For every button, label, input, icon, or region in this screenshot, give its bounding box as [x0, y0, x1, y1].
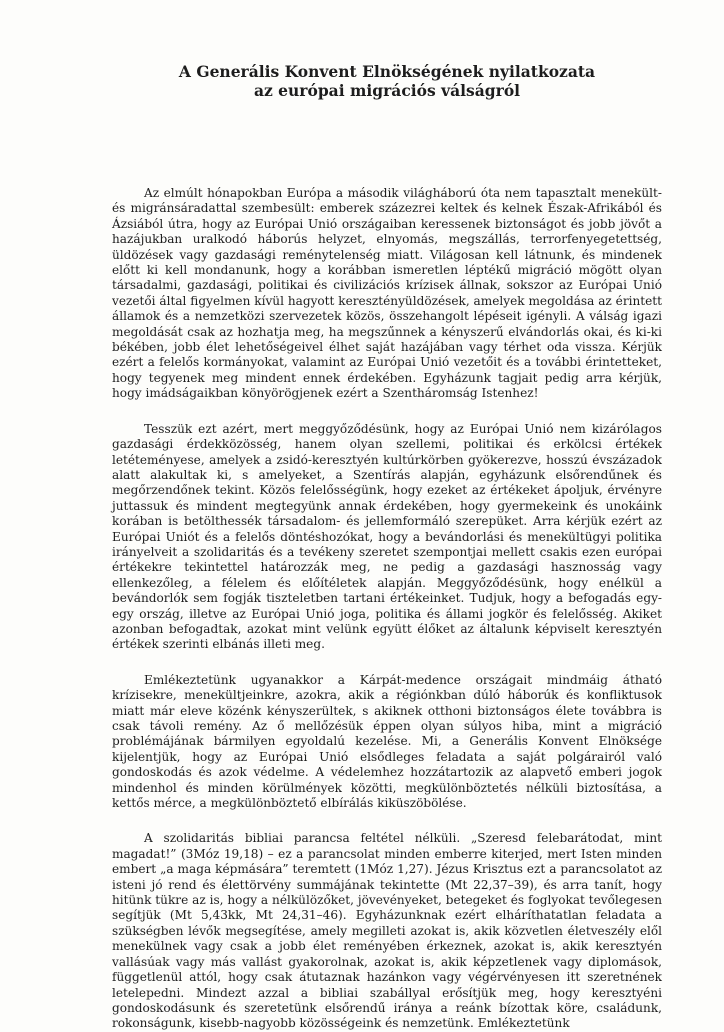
- title-line-1: A Generális Konvent Elnökségének nyilatkozata: [178, 62, 596, 81]
- title-line-2: az európai migrációs válságról: [253, 81, 521, 100]
- paragraph-3: Emlékeztetünk ugyanakkor a Kárpát-medence országait mindmáig átható krízisekre, menekültjeinkre, azokra, akik a régiónkban dúló háborúk és konfliktusok miatt már eleve közénk kényszerültek, s akiknek otthoni biztonságos élete továbbra is csak távoli remény. Az ő mellőzésük éppen olyan súlyos hiba, mint a migráció problémájának bármilyen egyoldalú kezelése. Mi, a Generális Konvent Elnöksége kijelentjük, hogy az Európai Unió elsődleges feladata a saját polgárairól való gondoskodás és azok védelme. A védelemhez hozzátartozik az alapvető emberi jogok mindenhol és minden körülmények közötti, megkülönböztetés nélküli biztosítása, a kettős mérce, a megkülönböztető elbírálás kiküszöbölése.: [112, 672, 662, 811]
- paragraph-1: Az elmúlt hónapokban Európa a második világháború óta nem tapasztalt menekült- és migránsáradattal szembesült: emberek százezrei keltek és kelnek Észak-Afrikából és Ázsiából útra, hogy az Európai Unió országaiban keressenek biztonságot és jobb jövőt a hazájukban uralkodó háborús helyzet, elnyomás, megszállás, terrorfenyegetettség, üldözések vagy gazdasági reménytelenség miatt. Világosan kell látnunk, és mindenek előtt ki kell mondanunk, hogy a korábban ismeretlen léptékű migráció mögött olyan társadalmi, gazdasági, politikai és civilizációs krízisek állnak, sokszor az Európai Unió vezetői által figyelmen kívül hagyott keresztényüldözések, amelyek megoldása az érintett államok és a nemzetközi szervezetek közös, összehangolt lépéseit igényli. A válság igazi megoldását csak az hozhatja meg, ha megszűnnek a kényszerű elvándorlás okai, és ki-ki békében, jobb élet lehetőségeivel élhet saját hazájában vagy térhet oda vissza. Kérjük ezért a felelős kormányokat, valamint az Európai Unió vezetőit és a további érintetteket, hogy tegyenek meg mindent ennek érdekében. Egyházunk tagjait pedig arra kérjük, hogy imádságaikban könyörögjenek ezért a Szentháromság Istenhez!: [112, 186, 662, 401]
- document-title: [112, 62, 662, 100]
- paragraph-2: Tesszük ezt azért, mert meggyőződésünk, hogy az Európai Unió nem kizárólagos gazdasági érdekközösség, hanem olyan szellemi, politikai és erkölcsi értékek letéteményese, amelyek a zsidó-keresztyén kultúrkörben gyökerezve, hosszú évszázadok alatt alakultak ki, s amelyeket, a Szentírás alapján, egyházunk elsőrendűnek és megőrzendőnek tekint. Közös felelősségünk, hogy ezeket az értékeket ápoljuk, érvényre juttassuk és mindent megtegyünk annak érdekében, hogy gyermekeink és unokáink korában is betölthessék társadalom- és jellemformáló szerepüket. Arra kérjük ezért az Európai Uniót és a felelős döntéshozókat, hogy a bevándorlási és menekültügyi politika irányelveit a szolidaritás és a tevékeny szeretet szempontjai mellett csakis ezen európai értékekre tekintettel határozzák meg, ne pedig a gazdasági hasznosság vagy ellenkezőleg, a félelem és előítéletek alapján. Meggyőződésünk, hogy enélkül a bevándorlók sem fogják tiszteletben tartani értékeinket. Tudjuk, hogy a befogadás egy-egy ország, illetve az Európai Unió joga, politika és állami jogkör és felelősség. Akiket azonban befogadtak, azokat mint velünk együtt élőket az általunk képviselt keresztyén értékek szerinti elbánás illeti meg.: [112, 421, 662, 652]
- paragraph-4: A szolidaritás bibliai parancsa feltétel nélküli. „Szeresd felebarátodat, mint magadat!” (3Móz 19,18) – ez a parancsolat minden emberre kiterjed, mert Isten minden embert „a maga képmására” teremtett (1Móz 1,27). Jézus Krisztus ezt a parancsolatot az isteni jó rend és élettörvény summájának tekintette (Mt 22,37–39), és arra tanít, hogy hitünk tükre az is, hogy a nélkülözőket, jövevényeket, betegeket és foglyokat tevőlegesen segítjük (Mt 5,43kk, Mt 24,31–46). Egyházunknak ezért elháríthatatlan feladata a szükségben lévők megsegítése, amely megilleti azokat is, akik közvetlen életveszély elől menekülnek vagy csak a jobb élet reményében érkeznek, azokat is, akik keresztyén vallásúak vagy más vallást gyakorolnak, azokat is, akik képzetlenek vagy diplomások, függetlenül attól, hogy csak átutaznak hazánkon vagy végérvényesen itt szeretnének letelepedni. Mindezt azzal a bibliai szabállyal erősítjük meg, hogy keresztyéni gondoskodásunk és szeretetünk elsőrendű iránya a reánk bízottak köre, családunk, rokonságunk, kisebb-nagyobb közösségeink és nemzetünk. Emlékeztetünk: [112, 831, 662, 1031]
